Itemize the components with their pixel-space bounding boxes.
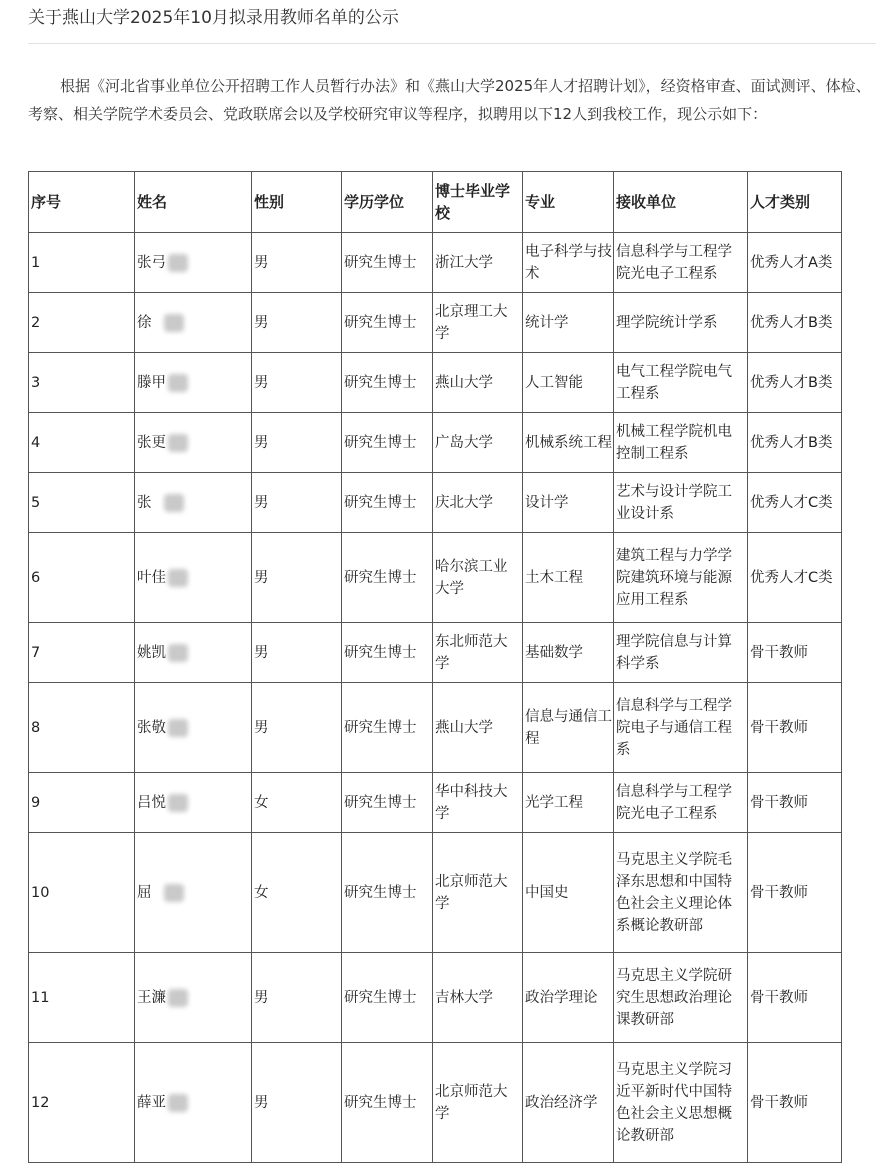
cell-school: 吉林大学 (433, 953, 523, 1043)
redaction-blur (168, 719, 188, 737)
cell-unit: 机械工程学院机电控制工程系 (614, 413, 748, 473)
redaction-blur (168, 254, 188, 272)
candidate-table (28, 171, 842, 1163)
cell-school: 东北师范大学 (433, 623, 523, 683)
name-text: 薛亚 (137, 1094, 166, 1111)
header-major: 专业 (523, 172, 614, 233)
table-row (29, 233, 842, 293)
cell-major: 信息与通信工程 (523, 683, 614, 773)
cell-degree: 研究生博士 (342, 293, 433, 353)
cell-gender: 男 (252, 533, 342, 623)
cell-category: 优秀人才C类 (748, 533, 842, 623)
cell-seq: 2 (29, 293, 135, 353)
redaction-blur (168, 794, 188, 812)
cell-major: 人工智能 (523, 353, 614, 413)
header-category: 人才类别 (748, 172, 842, 233)
name-text: 张更 (137, 434, 166, 451)
cell-category: 骨干教师 (748, 683, 842, 773)
cell-category: 骨干教师 (748, 833, 842, 953)
cell-school: 北京师范大学 (433, 833, 523, 953)
cell-unit: 建筑工程与力学学院建筑环境与能源应用工程系 (614, 533, 748, 623)
cell-unit: 理学院统计学系 (614, 293, 748, 353)
name-text: 吕悦 (137, 794, 166, 811)
cell-name (135, 413, 252, 473)
table-row (29, 1043, 842, 1163)
cell-category: 优秀人才A类 (748, 233, 842, 293)
cell-gender: 男 (252, 953, 342, 1043)
cell-name (135, 1043, 252, 1163)
table-row (29, 623, 842, 683)
cell-major: 政治经济学 (523, 1043, 614, 1163)
table-row (29, 473, 842, 533)
header-gender: 性别 (252, 172, 342, 233)
name-text: 徐 (137, 314, 152, 331)
redaction-blur (168, 1094, 188, 1112)
redaction-blur (168, 434, 188, 452)
cell-gender: 男 (252, 353, 342, 413)
cell-unit: 信息科学与工程学院光电子工程系 (614, 233, 748, 293)
cell-unit: 信息科学与工程学院光电子工程系 (614, 773, 748, 833)
name-text: 王濂 (137, 989, 166, 1006)
cell-category: 优秀人才C类 (748, 473, 842, 533)
cell-unit: 马克思主义学院毛泽东思想和中国特色社会主义理论体系概论教研部 (614, 833, 748, 953)
cell-seq: 8 (29, 683, 135, 773)
header-unit: 接收单位 (614, 172, 748, 233)
cell-name (135, 353, 252, 413)
cell-name (135, 683, 252, 773)
cell-major: 电子科学与技术 (523, 233, 614, 293)
cell-school: 北京理工大学 (433, 293, 523, 353)
cell-seq: 9 (29, 773, 135, 833)
cell-gender: 男 (252, 293, 342, 353)
cell-degree: 研究生博士 (342, 533, 433, 623)
table-row (29, 413, 842, 473)
cell-seq: 11 (29, 953, 135, 1043)
cell-major: 统计学 (523, 293, 614, 353)
cell-degree: 研究生博士 (342, 413, 433, 473)
cell-school: 燕山大学 (433, 353, 523, 413)
redaction-blur (168, 569, 188, 587)
cell-school: 华中科技大学 (433, 773, 523, 833)
header-degree: 学历学位 (342, 172, 433, 233)
cell-school: 燕山大学 (433, 683, 523, 773)
table-header-row (29, 172, 842, 233)
cell-unit: 信息科学与工程学院电子与通信工程系 (614, 683, 748, 773)
cell-major: 设计学 (523, 473, 614, 533)
cell-gender: 女 (252, 773, 342, 833)
cell-seq: 7 (29, 623, 135, 683)
cell-degree: 研究生博士 (342, 353, 433, 413)
cell-unit: 马克思主义学院习近平新时代中国特色社会主义思想概论教研部 (614, 1043, 748, 1163)
cell-name (135, 833, 252, 953)
header-seq: 序号 (29, 172, 135, 233)
cell-seq: 10 (29, 833, 135, 953)
intro-paragraph: 根据《河北省事业单位公开招聘工作人员暂行办法》和《燕山大学2025年人才招聘计划》，经资格审查、面试测评、体检、考察、相关学院学术委员会、党政联席会以及学校研究审议等程序，拟聘用以下12人到我校工作，现公示如下： (28, 77, 871, 123)
page-title: 关于燕山大学2025年10月拟录用教师名单的公示 (28, 8, 399, 28)
redaction-blur (164, 494, 184, 512)
cell-major: 光学工程 (523, 773, 614, 833)
cell-gender: 男 (252, 413, 342, 473)
cell-unit: 艺术与设计学院工业设计系 (614, 473, 748, 533)
cell-major: 政治学理论 (523, 953, 614, 1043)
cell-degree: 研究生博士 (342, 233, 433, 293)
cell-degree: 研究生博士 (342, 1043, 433, 1163)
cell-seq: 3 (29, 353, 135, 413)
table-row (29, 683, 842, 773)
cell-degree: 研究生博士 (342, 773, 433, 833)
table-row (29, 533, 842, 623)
cell-gender: 男 (252, 1043, 342, 1163)
cell-degree: 研究生博士 (342, 683, 433, 773)
cell-seq: 5 (29, 473, 135, 533)
header-school: 博士毕业学校 (433, 172, 523, 233)
cell-seq: 6 (29, 533, 135, 623)
cell-unit: 电气工程学院电气工程系 (614, 353, 748, 413)
cell-name (135, 623, 252, 683)
cell-name (135, 773, 252, 833)
redaction-blur (168, 644, 188, 662)
cell-name (135, 533, 252, 623)
cell-name (135, 233, 252, 293)
cell-gender: 女 (252, 833, 342, 953)
cell-gender: 男 (252, 623, 342, 683)
name-text: 叶佳 (137, 569, 166, 586)
cell-category: 骨干教师 (748, 623, 842, 683)
header-name: 姓名 (135, 172, 252, 233)
cell-category: 优秀人才B类 (748, 293, 842, 353)
redaction-blur (164, 314, 184, 332)
cell-major: 基础数学 (523, 623, 614, 683)
cell-category: 骨干教师 (748, 1043, 842, 1163)
name-text: 张敬 (137, 719, 166, 736)
cell-name (135, 953, 252, 1043)
redaction-blur (168, 374, 188, 392)
cell-degree: 研究生博士 (342, 623, 433, 683)
redaction-blur (164, 884, 184, 902)
cell-school: 浙江大学 (433, 233, 523, 293)
name-text: 姚凯 (137, 644, 166, 661)
cell-unit: 马克思主义学院研究生思想政治理论课教研部 (614, 953, 748, 1043)
cell-school: 广岛大学 (433, 413, 523, 473)
cell-category: 优秀人才B类 (748, 413, 842, 473)
cell-degree: 研究生博士 (342, 473, 433, 533)
table-row (29, 293, 842, 353)
table-row (29, 953, 842, 1043)
cell-name (135, 473, 252, 533)
cell-category: 骨干教师 (748, 773, 842, 833)
name-text: 张 (137, 494, 152, 511)
cell-degree: 研究生博士 (342, 833, 433, 953)
redaction-blur (168, 989, 188, 1007)
cell-gender: 男 (252, 473, 342, 533)
name-text: 张弓 (137, 254, 166, 271)
cell-degree: 研究生博士 (342, 953, 433, 1043)
cell-major: 土木工程 (523, 533, 614, 623)
cell-major: 中国史 (523, 833, 614, 953)
table-row (29, 833, 842, 953)
cell-school: 哈尔滨工业大学 (433, 533, 523, 623)
cell-seq: 4 (29, 413, 135, 473)
cell-category: 优秀人才B类 (748, 353, 842, 413)
cell-category: 骨干教师 (748, 953, 842, 1043)
cell-seq: 12 (29, 1043, 135, 1163)
table-row (29, 353, 842, 413)
cell-major: 机械系统工程 (523, 413, 614, 473)
cell-school: 北京师范大学 (433, 1043, 523, 1163)
name-text: 屈 (137, 884, 152, 901)
cell-gender: 男 (252, 233, 342, 293)
cell-gender: 男 (252, 683, 342, 773)
name-text: 滕甲 (137, 374, 166, 391)
title-divider (28, 43, 876, 44)
cell-seq: 1 (29, 233, 135, 293)
cell-unit: 理学院信息与计算科学系 (614, 623, 748, 683)
table-row (29, 773, 842, 833)
cell-name (135, 293, 252, 353)
cell-school: 庆北大学 (433, 473, 523, 533)
